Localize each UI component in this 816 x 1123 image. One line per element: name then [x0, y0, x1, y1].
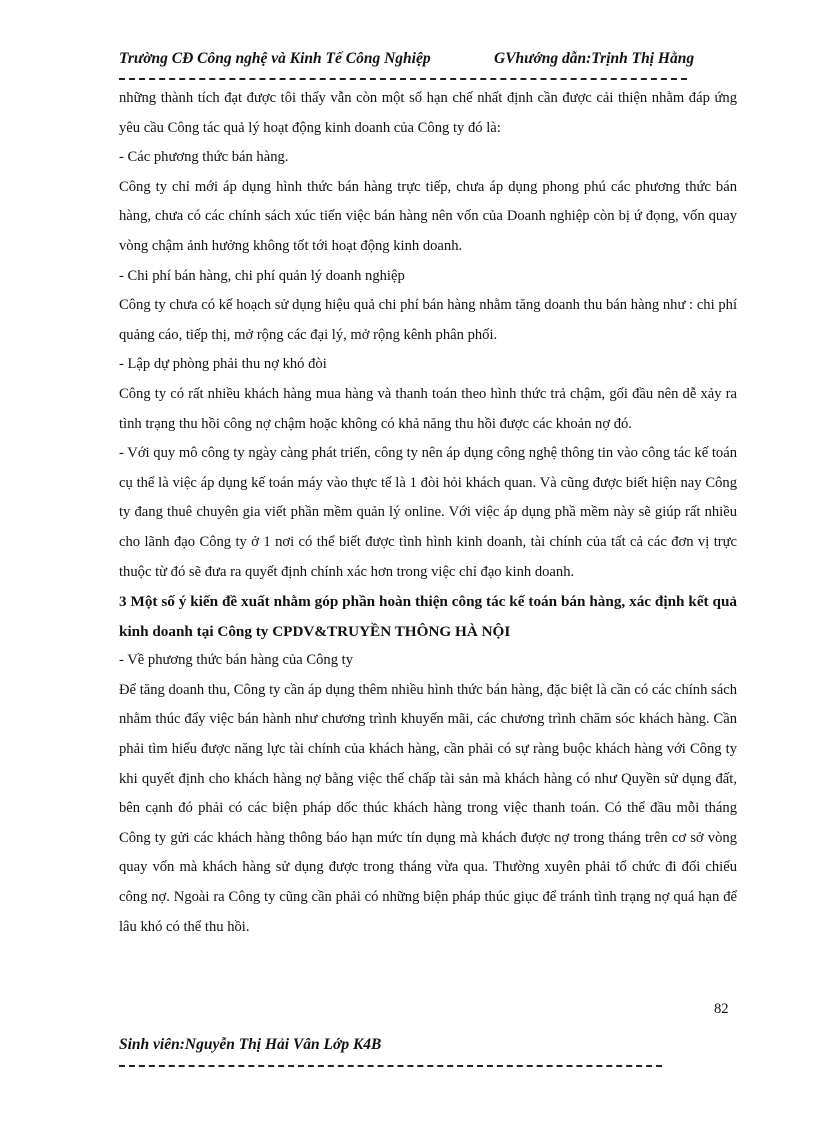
paragraph-costs: Công ty chưa có kế hoạch sử dụng hiệu quả chi phí bán hàng nhằm tăng doanh thu bán hàng như : chi phí quảng cáo, tiếp thị, mở rộng các đại lý, mở rộng kênh phân phối.: [119, 297, 737, 343]
item-bad-debt: - Lập dự phòng phải thu nợ khó đòi: [119, 356, 327, 373]
item-costs: - Chi phí bán hàng, chi phí quản lý doanh nghiệp: [119, 267, 405, 284]
footer-divider: [119, 1065, 662, 1067]
item-sales-method-company: - Về phương thức bán hàng của Công ty: [119, 652, 354, 669]
footer-student: Sinh viên:Nguyễn Thị Hải Vân Lớp K4B: [119, 1036, 382, 1053]
document-body: [119, 84, 737, 942]
section-heading: 3 Một số ý kiến đề xuất nhằm góp phần hoàn thiện công tác kế toán bán hàng, xác định kết quả kinh doanh tại Công ty CPDV&TRUYỀN THÔNG HÀ NỘI: [119, 593, 737, 640]
paragraph-sales-methods: Công ty chỉ mới áp dụng hình thức bán hàng trực tiếp, chưa áp dụng phong phú các phương thức bán hàng, chưa có các chính sách xúc tiến việc bán hàng nên vốn của Doanh nghiệp còn bị ứ đọng, vốn quay vòng chậm ảnh hưởng không tốt tới hoạt động kinh doanh.: [119, 178, 737, 254]
header-school: Trường CĐ Công nghệ và Kinh Tế Công Nghiệp: [119, 50, 431, 67]
header-divider: [119, 78, 687, 80]
paragraph-intro: những thành tích đạt được tôi thấy vẫn còn một số hạn chế nhất định cần được cải thiện nhằm đáp ứng yêu cầu Công tác quả lý hoạt động kinh doanh của Công ty đó là:: [119, 90, 737, 136]
page-header: [119, 50, 695, 74]
paragraph-revenue: Để tăng doanh thu, Công ty cần áp dụng thêm nhiều hình thức bán hàng, đặc biệt là cần có các chính sách nhằm thúc đẩy việc bán hành như chương trình khuyến mãi, các chương trình chăm sóc khách hàng. Cần phải tìm hiểu được năng lực tài chính của khách hàng, cần phải có sự ràng buộc khách hàng với Công ty khi quyết định cho khách hàng nợ bằng việc thế chấp tài sản mà khách hàng có như Quyền sử dụng đất, bên cạnh đó phải có các biện pháp dốc thúc khách hàng trong việc thanh toán. Có thể đầu mỗi tháng Công ty gửi các khách hàng thông báo hạn mức tín dụng mà khách được nợ trong tháng trên cơ sở vòng quay vốn mà khách hàng sử dụng được trong tháng vừa qua. Thường xuyên phải tổ chức đi đối chiếu công nợ. Ngoài ra Công ty cũng cần phải có những biện pháp thúc giục để tránh tình trạng nợ quá hạn để lâu khó có thể thu hồi.: [119, 681, 737, 935]
paragraph-it: - Với quy mô công ty ngày càng phát triển, công ty nên áp dụng công nghệ thông tin vào công tác kế toán cụ thể là việc áp dụng kế toán máy vào thực tế là 1 đòi hỏi khách quan. Và cũng được biết hiện nay Công ty đang thuê chuyên gia viết phần mềm quản lý online. Với việc áp dụng phầ mềm này sẽ giúp rất nhiều cho lãnh đạo Công ty ở 1 nơi có thể biết được tình hình kinh doanh, tài chính của tất cả các đơn vị trực thuộc từ đó sẽ đưa ra quyết định chính xác hơn trong việc chỉ đạo kinh doanh.: [119, 445, 737, 580]
page-number: 82: [714, 1001, 729, 1017]
paragraph-bad-debt: Công ty có rất nhiều khách hàng mua hàng và thanh toán theo hình thức trả chậm, gối đầu nên dễ xảy ra tình trạng thu hồi công nợ chậm hoặc không có khả năng thu hồi được các khoản nợ đó.: [119, 385, 737, 432]
header-advisor: GVhướng dẫn:Trịnh Thị Hằng: [494, 50, 695, 67]
item-sales-methods: - Các phương thức bán hàng.: [119, 149, 289, 166]
